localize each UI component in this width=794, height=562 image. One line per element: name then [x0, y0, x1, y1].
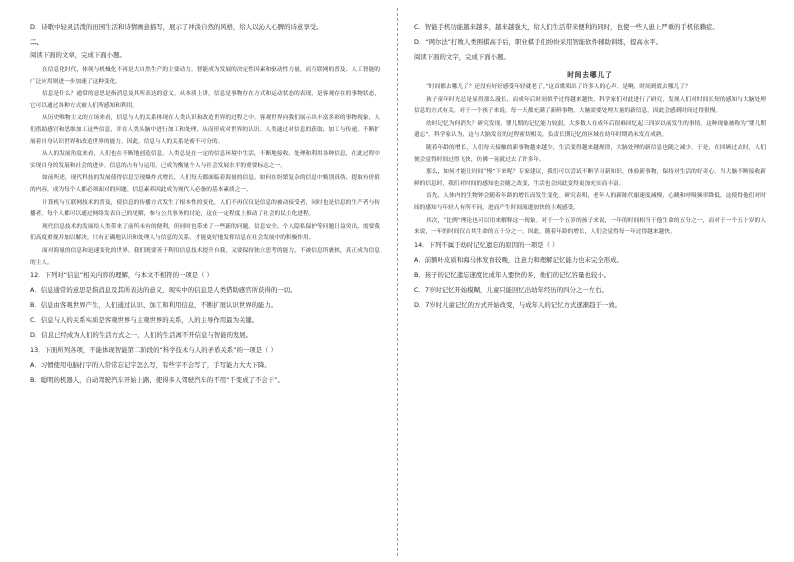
passage-paragraph: 从人的发展角度来看，人们也在不断地创造信息。人类总是在一定的信息环境中生活，不断地接收、处理和利用各种信息，在此过程中实现自身的发展和社会的进步。信息的占有与运用，已成为衡量个人与社会发展水平的重要标志之一。: [30, 151, 380, 169]
question-13-option-a: A．习惯使用电脑打字的人常常忘记字怎么写，有些字不会写了，手写能力大大下降。: [30, 361, 271, 370]
question-12-option-a: A．信息通常的意思是指消息及其所表达的意义，现实中的信息是人类借助感官所获得的一切。: [30, 286, 297, 295]
passage-paragraph: 如前所述，现代科技的发展使得信息呈现爆炸式增长，人们每天都面临着海量的信息。如何在纷繁复杂的信息中甄别真伪、提取有价值的内容，成为每个人都必须面对的问题。信息素养因此成为现代人必备的基本素质之一。: [30, 175, 380, 193]
question-12-stem: 12．下列对“信息”相关内容的理解，与本文不相符的一项是（ ）: [30, 271, 213, 280]
top-option-c: C．智能手机功能越来越多，越来越强大，给人们生活带来便利的同时，也使一些人患上严重的手机依赖症。: [414, 23, 719, 31]
passage-paragraph: 面对海量的信息和迅速变化的世界，我们既要善于利用信息技术提升自我，又要保持独立思考的能力，不被信息所裹挟，真正成为信息的主人。: [30, 247, 380, 266]
passage-paragraph: 现代信息技术的发展给人类带来了前所未有的便利，但同时也带来了一些新的问题。信息安全、个人隐私保护等问题日益突出，需要我们高度重视并加以解决。只有正确地认识和处理人与信息的关系，才能更好地发挥信息在社会发展中的积极作用。: [30, 223, 380, 242]
question-12-option-d: D．信息已经成为人们的生活方式之一，人们的生活离不开信息与智能的发展。: [30, 331, 253, 340]
question-12-option-b: B．信息由客观世界产生，人们通过认识、加工和利用信息，不断扩展认识世界的能力。: [30, 301, 278, 310]
passage-paragraph: 在信息化时代，体现与机械化不再是大自然生产的主要动力。智能成为发展的决定性因素和驱动性力量，而互联网的普及、人工智能的广泛应用则进一步加速了这种变化。: [30, 67, 380, 85]
question-14-stem: 14．下列不属于幼时记忆遗忘的原因的一项是（ ）: [414, 240, 559, 249]
question-13-stem: 13．下面所列各项，不能体现智能第二阶段的“科学技术与人的矛盾关系”的一项是（ ）: [30, 346, 277, 355]
question-14-option-d: D．7岁时儿童记忆的方式开始改变，与成年人的记忆方式逐渐趋于一致。: [414, 300, 622, 309]
top-option-d-right: D．“网尔法”打败人类围棋高手后，职业棋手们纷纷采用智能软件辅助训练，提高水平。: [414, 38, 662, 46]
passage-paragraph: 信息是什么？通常的意思是指消息及其所表达的意义。从本质上讲，信息是事物存在方式和运动状态的表现，是客观存在的事物状态，它可以通过各种方式被人们所感知和利用。: [30, 91, 380, 109]
article-paragraph: 那么，如何才能让时间“慢”下来呢？专家建议，我们可以尝试不断学习新知识，体验新事物，保持对生活的好奇心。当大脑不断接收新鲜的信息时，我们对时间的感知也会随之改变，生活也会因此变得更加充实而丰富。: [414, 169, 766, 187]
left-column: [30, 22, 380, 552]
question-13-option-b: B．聪明的机器人，自动驾驶汽车开始上路，使得多人驾驶汽车的不用“千变成了不会干”。: [30, 376, 284, 385]
reading-instruction: 阅读下面的文章，完成下面小题。: [30, 51, 126, 59]
reading-instruction-right: 阅读下面的文字，完成下面小题。: [414, 53, 510, 61]
top-option-d: D．诗歌中轻灵活泼的田园生活和诗情画意描写，展示了冲淡自然的风格，给人以沁人心脾的诗意享受。: [30, 23, 323, 31]
section-number: 二、: [30, 38, 43, 46]
article-paragraph: 幼时记忆为何消失？研究发现，婴儿期的记忆能力较弱，大多数人在成年后很难回忆起三四岁以前发生的事情。这种现象被称为“婴儿期遗忘”。科学家认为，这与大脑发育的过程密切相关，负责长期记忆的区域在幼年时期尚未发育成熟。: [414, 120, 766, 139]
question-12-option-c: C．信息与人的关系实质是客观世界与主观世界的关系，人的主导作用最为关键。: [30, 316, 259, 325]
article-paragraph: “时间都去哪儿了？还没有好好感受年轻就老了。”这首歌唱出了许多人的心声。是啊，时间到底去哪儿了？: [426, 84, 691, 90]
question-14-option-c: C．7岁时记忆开始模糊，儿童只能回忆出幼年经历的四分之一左右。: [414, 285, 608, 294]
passage-paragraph: 从历史唯物主义的立场来看，信息与人的关系体现在人类认识和改造世界的过程之中。客观世界向我们展示出丰富多彩的事物现象，人们借助感官和思维加工这些信息，并在人类头脑中进行加工和处理，从而形成对世界的认识。人类通过对信息的获取、加工与传递，不断扩展着自身认识世界和改造世界的能力。因此，信息与人的关系是密不可分的。: [30, 115, 380, 145]
question-14-option-a: A．前额叶皮质和海马体发育较晚，注意力和理解记忆能力也未完全形成。: [414, 255, 623, 264]
right-column: [414, 22, 766, 552]
article-paragraph: 其次，“比例”理论也可以用来解释这一现象。对于一个五岁的孩子来说，一年的时间相当于他生命的五分之一，而对于一个五十岁的人来说，一年的时间仅占其生命的五十分之一。因此，随着年龄的增长，人们会觉得每一年过得越来越快。: [414, 217, 766, 236]
article-paragraph: 孩子童年时光总是显得那么漫长，而成年后时间似乎过得越来越快。科学家们对此进行了研究，发现人们对时间长短的感知与大脑处理信息的方式有关。对于一个孩子来说，每一天都充满了新鲜事物，大脑需要处理大量的新信息，因此会感到时间过得很慢。: [414, 96, 766, 115]
passage-paragraph: 计算机与互联网技术的普及，使信息的传播方式发生了根本性的变化。人们不再仅仅是信息的被动接受者，同时也是信息的生产者与传播者。每个人都可以通过网络发表自己的见解，参与公共事务的讨论，这在一定程度上推动了社会的民主化进程。: [30, 199, 380, 218]
article-paragraph: 首先，人体内的生物钟会随着年龄的增长而发生变化。研究表明，老年人的新陈代谢速度减慢，心跳和呼吸频率降低，这使得他们对时间的感知与年轻人有所不同，进而产生时间流逝加快的主观感受。: [414, 193, 766, 211]
article-paragraph: 随着年龄的增长，人们每天接触的新事物越来越少，生活变得越来越规律，大脑处理的新信息也随之减少。于是，在回顾过去时，人们便会觉得时间过得飞快，仿佛一晃就过去了许多年。: [414, 144, 766, 163]
column-divider: [397, 8, 398, 556]
article-title: 时间去哪儿了: [567, 71, 613, 79]
question-14-option-b: B．孩子的记忆遗忘速度比成年人要快的多，他们的记忆容量也较小。: [414, 270, 611, 279]
